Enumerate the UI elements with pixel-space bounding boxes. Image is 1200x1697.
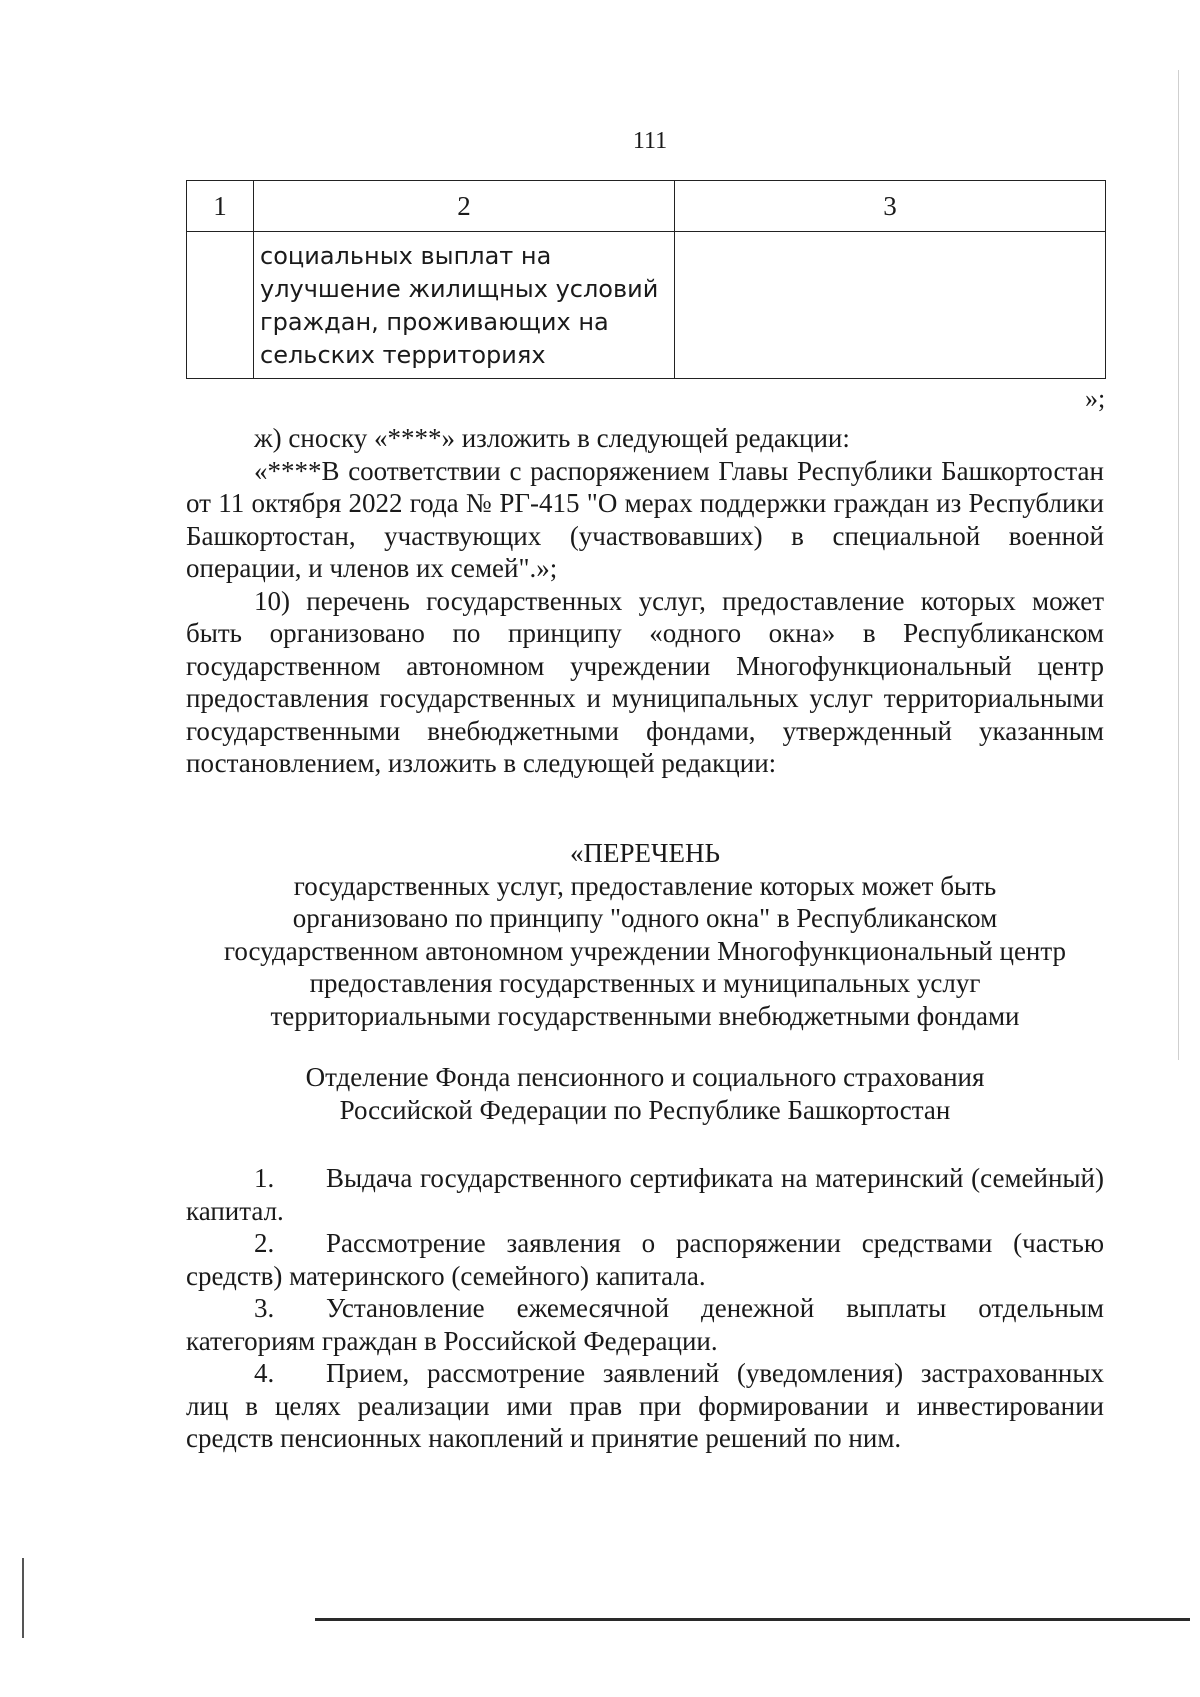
list-item-number: 4.: [254, 1358, 275, 1388]
heading-line: организовано по принципу "одного окна" в Республиканском: [292, 903, 998, 933]
table-header-cell: 1: [187, 181, 254, 232]
list-heading: [186, 837, 1104, 1032]
table-cell-col3: [675, 232, 1106, 379]
table-cell-col1: [187, 232, 254, 379]
list-item: [186, 1357, 1104, 1455]
footnote-text: «****В соответствии с распоряжением Главы Республики Башкортостан от 11 октября 2022 года № РГ-415 "О мерах поддержки граждан из Республики Башкортостан, участвующих (участвовавших) в специальной военной операции, и членов их семей".»;: [186, 455, 1104, 583]
section-heading: [186, 1061, 1104, 1126]
list-item-text: Рассмотрение заявления о распоряжении средствами (частью средств) материнского (семейного) капитала.: [186, 1228, 1104, 1291]
closing-mark: »;: [1085, 384, 1106, 413]
cell-line: сельских территориях: [260, 341, 546, 369]
item-10-text: 10) перечень государственных услуг, предоставление которых может быть организовано по принципу «одного окна» в Республиканском государственном автономном учреждении Многофункциональный центр предоставления государственных и муниципальных услуг территориальными государственными внебюджетными фондами, утвержденный указанным постановлением, изложить в следующей редакции:: [186, 585, 1104, 778]
list-item-number: 1.: [254, 1163, 275, 1193]
table-header-cell: 2: [254, 181, 675, 232]
list-item-number: 3.: [254, 1293, 275, 1323]
scan-edge-mark: [22, 1558, 24, 1638]
heading-line: государственном автономном учреждении Многофункциональный центр: [223, 935, 1067, 966]
table-row: [187, 232, 1106, 379]
scan-edge-mark: [1178, 70, 1179, 1060]
bottom-rule: [315, 1618, 1190, 1621]
table-header-row: [187, 181, 1106, 232]
table-cell-col2: [254, 232, 675, 379]
list-item-text: Установление ежемесячной денежной выплаты отдельным категориям граждан в Российской Федерации.: [186, 1293, 1104, 1356]
list-item: [186, 1292, 1104, 1357]
heading-title: «ПЕРЕЧЕНЬ: [569, 838, 721, 868]
continuation-table: [186, 180, 1106, 379]
list-item: [186, 1162, 1104, 1227]
section-line: Отделение Фонда пенсионного и социального страхования: [305, 1062, 985, 1092]
cell-line: граждан, проживающих на: [260, 308, 609, 336]
section-line: Российской Федерации по Республике Башкортостан: [339, 1094, 951, 1125]
amendment-zh: ж) сноску «****» изложить в следующей редакции:: [254, 423, 850, 453]
cell-line: улучшение жилищных условий: [260, 275, 659, 303]
heading-line: предоставления государственных и муниципальных услуг: [309, 968, 981, 998]
table-header-cell: 3: [675, 181, 1106, 232]
list-item-text: Прием, рассмотрение заявлений (уведомления) застрахованных лиц в целях реализации ими прав при формировании и инвестировании средств пенсионных накоплений и принятие решений по ним.: [186, 1358, 1104, 1453]
list-item: [186, 1227, 1104, 1292]
heading-line: государственных услуг, предоставление которых может быть: [293, 870, 997, 901]
page-number: 111: [632, 128, 668, 154]
list-item-text: Выдача государственного сертификата на материнский (семейный) капитал.: [186, 1163, 1104, 1226]
list-item-number: 2.: [254, 1228, 275, 1258]
amendment-block: [186, 422, 1104, 780]
cell-line: социальных выплат на: [260, 242, 552, 270]
services-list: [186, 1162, 1104, 1455]
heading-line: территориальными государственными внебюджетными фондами: [270, 1000, 1020, 1031]
